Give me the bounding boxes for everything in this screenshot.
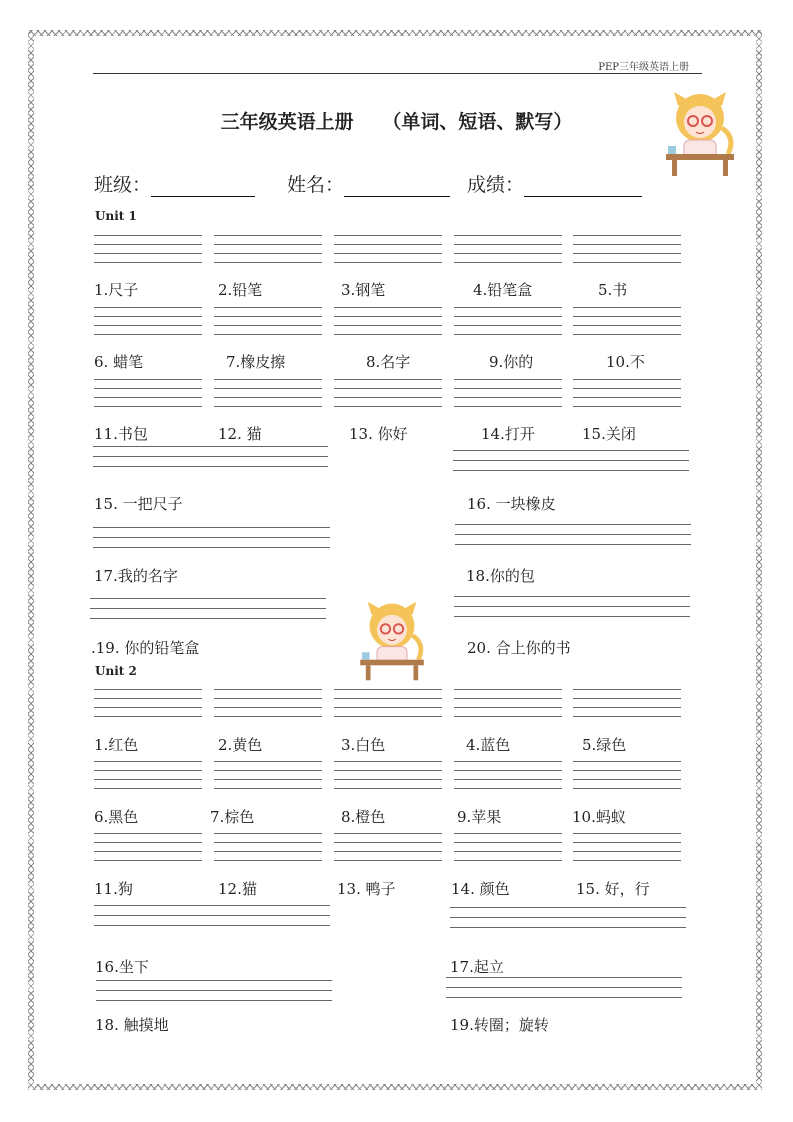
writing-lines[interactable] bbox=[94, 235, 202, 271]
title-main: 三年级英语上册 bbox=[220, 111, 354, 133]
phrase-prompt: 17.我的名字 bbox=[94, 567, 178, 585]
writing-lines[interactable] bbox=[454, 689, 562, 725]
unit2-title: Unit 2 bbox=[95, 664, 137, 678]
writing-lines[interactable] bbox=[454, 379, 562, 415]
score-field bbox=[467, 170, 642, 197]
phrase-prompt: 15. 一把尺子 bbox=[94, 495, 183, 513]
word-prompt: 7.橡皮擦 bbox=[226, 353, 286, 371]
word-prompt: 1.尺子 bbox=[94, 281, 139, 299]
word-prompt: 11.狗 bbox=[94, 880, 133, 898]
name-label: 姓名： bbox=[287, 174, 345, 196]
word-prompt: 3.钢笔 bbox=[341, 281, 386, 299]
writing-lines[interactable] bbox=[94, 905, 330, 935]
writing-lines[interactable] bbox=[453, 450, 689, 480]
writing-lines[interactable] bbox=[573, 307, 681, 343]
writing-lines[interactable] bbox=[454, 761, 562, 797]
word-prompt: 5.书 bbox=[598, 281, 628, 299]
phrase-prompt: 16.坐下 bbox=[95, 958, 149, 976]
word-prompt: 13. 你好 bbox=[349, 425, 408, 443]
name-blank[interactable] bbox=[344, 176, 450, 197]
writing-lines[interactable] bbox=[573, 379, 681, 415]
phrase-prompt: 18. 触摸地 bbox=[95, 1016, 169, 1034]
word-prompt: 13. 鸭子 bbox=[337, 880, 396, 898]
writing-lines[interactable] bbox=[214, 689, 322, 725]
class-blank[interactable] bbox=[151, 176, 255, 197]
writing-lines[interactable] bbox=[94, 833, 202, 869]
writing-lines[interactable] bbox=[214, 833, 322, 869]
running-header: PEP三年级英语上册 bbox=[598, 62, 689, 73]
cat-girl-mascot-icon bbox=[660, 88, 740, 180]
border-bottom bbox=[28, 1084, 762, 1090]
writing-lines[interactable] bbox=[94, 379, 202, 415]
word-prompt: 6.黑色 bbox=[94, 808, 139, 826]
name-field bbox=[287, 170, 450, 197]
word-prompt: 14. 颜色 bbox=[451, 880, 510, 898]
header-rule bbox=[93, 73, 702, 74]
writing-lines[interactable] bbox=[573, 235, 681, 271]
border-left bbox=[28, 30, 34, 1090]
writing-lines[interactable] bbox=[446, 977, 682, 1007]
class-field bbox=[94, 170, 255, 197]
writing-lines[interactable] bbox=[454, 596, 690, 626]
writing-lines[interactable] bbox=[454, 833, 562, 869]
writing-lines[interactable] bbox=[94, 761, 202, 797]
word-prompt: 15. 好，行 bbox=[576, 880, 650, 898]
writing-lines[interactable] bbox=[334, 307, 442, 343]
writing-lines[interactable] bbox=[214, 379, 322, 415]
phrase-prompt: 16. 一块橡皮 bbox=[467, 495, 556, 513]
word-prompt: 5.绿色 bbox=[582, 736, 627, 754]
cat-girl-mascot-icon bbox=[352, 598, 432, 684]
word-prompt: 12. 猫 bbox=[218, 425, 262, 443]
word-prompt: 10.蚂蚁 bbox=[572, 808, 626, 826]
word-prompt: 2.黄色 bbox=[218, 736, 263, 754]
unit1-title: Unit 1 bbox=[95, 209, 137, 223]
word-prompt: 15.关闭 bbox=[582, 425, 636, 443]
score-label: 成绩： bbox=[467, 174, 525, 196]
word-prompt: 3.白色 bbox=[341, 736, 386, 754]
writing-lines[interactable] bbox=[334, 379, 442, 415]
writing-lines[interactable] bbox=[94, 689, 202, 725]
writing-lines[interactable] bbox=[454, 307, 562, 343]
border-right bbox=[756, 30, 762, 1090]
word-prompt: 14.打开 bbox=[481, 425, 535, 443]
phrase-prompt: 17.起立 bbox=[450, 958, 504, 976]
writing-lines[interactable] bbox=[96, 980, 332, 1010]
writing-lines[interactable] bbox=[334, 761, 442, 797]
phrase-prompt: 19.转圈；旋转 bbox=[450, 1016, 549, 1034]
writing-lines[interactable] bbox=[573, 833, 681, 869]
writing-lines[interactable] bbox=[214, 761, 322, 797]
writing-lines[interactable] bbox=[334, 833, 442, 869]
phrase-prompt: 20. 合上你的书 bbox=[467, 639, 571, 657]
writing-lines[interactable] bbox=[90, 598, 326, 628]
word-prompt: 2.铅笔 bbox=[218, 281, 263, 299]
word-prompt: 12.猫 bbox=[218, 880, 257, 898]
writing-lines[interactable] bbox=[454, 235, 562, 271]
writing-lines[interactable] bbox=[214, 235, 322, 271]
word-prompt: 4.蓝色 bbox=[466, 736, 511, 754]
phrase-prompt: 18.你的包 bbox=[466, 567, 535, 585]
writing-lines[interactable] bbox=[93, 446, 328, 476]
phrase-prompt: .19. 你的铅笔盒 bbox=[91, 639, 200, 657]
writing-lines[interactable] bbox=[334, 235, 442, 271]
border-top bbox=[28, 30, 762, 36]
title-sub: （单词、短语、默写） bbox=[382, 111, 573, 133]
word-prompt: 10.不 bbox=[606, 353, 645, 371]
word-prompt: 9.苹果 bbox=[457, 808, 502, 826]
word-prompt: 1.红色 bbox=[94, 736, 139, 754]
writing-lines[interactable] bbox=[455, 524, 691, 554]
class-label: 班级： bbox=[94, 174, 152, 196]
writing-lines[interactable] bbox=[450, 907, 686, 937]
word-prompt: 9.你的 bbox=[489, 353, 534, 371]
writing-lines[interactable] bbox=[94, 307, 202, 343]
word-prompt: 8.橙色 bbox=[341, 808, 386, 826]
word-prompt: 7.棕色 bbox=[210, 808, 255, 826]
word-prompt: 4.铅笔盒 bbox=[473, 281, 533, 299]
writing-lines[interactable] bbox=[334, 689, 442, 725]
score-blank[interactable] bbox=[524, 176, 642, 197]
word-prompt: 8.名字 bbox=[366, 353, 411, 371]
writing-lines[interactable] bbox=[573, 689, 681, 725]
word-prompt: 6. 蜡笔 bbox=[94, 353, 144, 371]
word-prompt: 11.书包 bbox=[94, 425, 148, 443]
writing-lines[interactable] bbox=[573, 761, 681, 797]
writing-lines[interactable] bbox=[93, 527, 330, 557]
writing-lines[interactable] bbox=[214, 307, 322, 343]
